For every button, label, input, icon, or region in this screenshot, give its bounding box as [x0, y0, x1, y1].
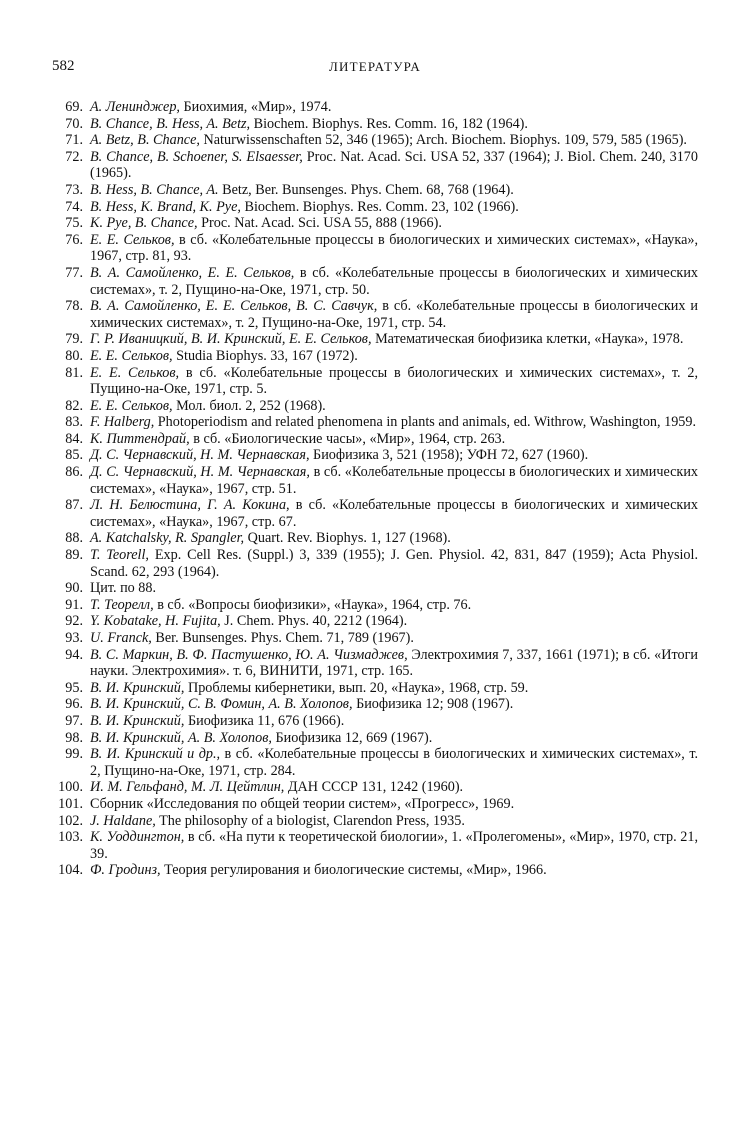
reference-item	[52, 365, 698, 398]
reference-citation: в сб. «Вопросы биофизики», «Наука», 1964, стр. 76.	[153, 596, 472, 613]
reference-citation: в сб. «Колебательные процессы в биологических и химических системах», «Наука», 1967, стр. 81, 93.	[90, 231, 699, 265]
reference-citation: в сб. «Колебательные процессы в биологических и химических системах», «Наука», 1967, стр. 51.	[90, 464, 699, 497]
reference-number: 96.	[65, 696, 83, 713]
reference-citation: Photoperiodism and related phenomena in plants and animals, ed. Withrow, Washington, 1959.	[154, 414, 697, 431]
reference-item	[52, 730, 698, 747]
reference-item	[52, 547, 698, 580]
reference-citation: в сб. «Колебательные процессы в биологических и химических системах», т. 2, Пущино-на-Оке, 1971, стр. 50.	[90, 264, 699, 298]
reference-citation: Studia Biophys. 33, 167 (1972).	[172, 347, 358, 364]
reference-number: 90.	[65, 580, 83, 597]
reference-number: 88.	[65, 530, 83, 547]
reference-authors: U. Franck,	[90, 630, 152, 646]
reference-authors: В. И. Кринский,	[90, 679, 185, 696]
reference-item	[52, 779, 698, 796]
reference-authors: Y. Kobatake, H. Fujita,	[90, 613, 221, 630]
reference-item	[52, 464, 698, 497]
reference-number: 103.	[58, 829, 83, 846]
reference-authors: К. Питтендрай,	[90, 430, 190, 447]
reference-item	[52, 862, 698, 879]
reference-authors: B. Chance, B. Schoener, S. Elsaesser,	[90, 148, 303, 165]
reference-number: 74.	[65, 198, 83, 215]
reference-item	[52, 132, 698, 149]
reference-item	[52, 497, 698, 530]
reference-item	[52, 182, 698, 199]
reference-authors: Г. Р. Иваницкий, В. И. Кринский, Е. Е. Сельков,	[90, 331, 372, 348]
reference-citation: ДАН СССР 131, 1242 (1960).	[284, 779, 464, 796]
reference-item	[52, 630, 698, 647]
reference-authors: F. Halberg,	[90, 414, 155, 431]
reference-authors: Е. Е. Сельков,	[90, 231, 175, 248]
reference-number: 87.	[65, 497, 83, 514]
reference-item	[52, 813, 698, 830]
reference-citation: в сб. «Колебательные процессы в биологических и химических системах», т. 2, Пущино-на-Оке, 1971, стр. 54.	[90, 298, 699, 331]
reference-citation: Exp. Cell Res. (Suppl.) 3, 339 (1955); J. Gen. Physiol. 42, 831, 847 (1959); Acta Physiol. Scand. 62, 293 (1964).	[90, 547, 698, 580]
reference-item	[52, 447, 698, 464]
reference-authors: В. А. Самойленко, Е. Е. Сельков, В. С. Савчук,	[90, 298, 378, 315]
reference-citation: Теория регулирования и биологические системы, «Мир», 1966.	[160, 862, 547, 879]
reference-item	[52, 580, 698, 597]
reference-list	[52, 99, 698, 879]
reference-citation: The philosophy of a biologist, Clarendon Press, 1935.	[155, 812, 465, 829]
reference-number: 79.	[65, 331, 83, 348]
reference-authors: J. Haldane,	[90, 812, 156, 829]
reference-number: 85.	[65, 447, 83, 464]
reference-authors: B. Chance, B. Hess, A. Betz,	[90, 115, 251, 132]
reference-item	[52, 348, 698, 365]
reference-number: 100.	[58, 779, 83, 796]
reference-citation: в сб. «Биологические часы», «Мир», 1964, стр. 263.	[189, 430, 506, 447]
reference-number: 92.	[65, 613, 83, 630]
reference-number: 82.	[65, 397, 83, 414]
reference-citation: Биофизика 12, 669 (1967).	[271, 729, 433, 746]
reference-item	[52, 713, 698, 730]
reference-item	[52, 597, 698, 614]
reference-citation: Цит. по 88.	[90, 580, 157, 597]
reference-citation: Biochem. Biophys. Res. Comm. 16, 182 (1964).	[250, 115, 528, 132]
reference-citation: Биофизика 12; 908 (1967).	[352, 696, 514, 713]
reference-authors: А. Ленинджер,	[90, 99, 180, 115]
reference-item	[52, 613, 698, 630]
page-header	[52, 58, 698, 78]
reference-authors: T. Teorell,	[90, 547, 149, 564]
reference-authors: Л. Н. Белюстина, Г. А. Кокина,	[90, 497, 290, 514]
reference-citation: Мол. биол. 2, 252 (1968).	[172, 397, 326, 414]
reference-authors: B. Hess, B. Chance, A.	[90, 181, 219, 198]
reference-authors: И. М. Гельфанд, М. Л. Цейтлин,	[90, 779, 285, 796]
reference-item	[52, 298, 698, 331]
reference-citation: Proc. Nat. Acad. Sci. USA 52, 337 (1964); J. Biol. Chem. 240, 3170 (1965).	[90, 148, 698, 182]
reference-item	[52, 265, 698, 298]
reference-authors: Д. С. Чернавский, Н. М. Чернавская,	[90, 464, 310, 481]
reference-citation: Biochem. Biophys. Res. Comm. 23, 102 (1966).	[240, 198, 519, 215]
reference-authors: В. С. Маркин, В. Ф. Пастушенко, Ю. А. Чизмаджев,	[90, 646, 408, 663]
reference-number: 72.	[65, 148, 83, 165]
reference-number: 95.	[65, 679, 83, 696]
reference-citation: Сборник «Исследования по общей теории систем», «Прогресс», 1969.	[90, 795, 515, 812]
reference-authors: В. И. Кринский и др.,	[90, 746, 221, 763]
reference-item	[52, 331, 698, 348]
reference-item	[52, 431, 698, 448]
reference-number: 97.	[65, 712, 83, 729]
reference-number: 93.	[65, 630, 83, 646]
reference-citation: Proc. Nat. Acad. Sci. USA 55, 888 (1966).	[197, 215, 442, 232]
reference-number: 89.	[65, 547, 83, 564]
reference-number: 76.	[65, 231, 83, 248]
reference-item	[52, 199, 698, 216]
reference-authors: Т. Теорелл,	[90, 596, 154, 613]
reference-number: 99.	[65, 746, 83, 763]
reference-item	[52, 647, 698, 680]
reference-authors: В. А. Самойленко, Е. Е. Сельков,	[90, 264, 295, 281]
reference-citation: Naturwissenschaften 52, 346 (1965); Arch. Biochem. Biophys. 109, 579, 585 (1965).	[199, 132, 687, 149]
reference-item	[52, 232, 698, 265]
reference-citation: Математическая биофизика клетки, «Наука», 1978.	[371, 331, 684, 348]
reference-number: 86.	[65, 464, 83, 481]
reference-citation: Проблемы кибернетики, вып. 20, «Наука», 1968, стр. 59.	[184, 679, 529, 696]
reference-number: 70.	[65, 115, 83, 132]
reference-authors: A. Betz, B. Chance,	[90, 132, 200, 149]
reference-number: 69.	[65, 99, 83, 115]
reference-number: 94.	[65, 646, 83, 663]
reference-citation: Ber. Bunsenges. Phys. Chem. 71, 789 (1967).	[151, 630, 414, 646]
reference-authors: Е. Е. Сельков,	[90, 347, 173, 364]
reference-number: 83.	[65, 414, 83, 431]
reference-citation: Биофизика 3, 521 (1958); УФН 72, 627 (1960).	[309, 447, 589, 464]
reference-item	[52, 680, 698, 697]
reference-number: 102.	[58, 812, 83, 829]
reference-authors: A. Katchalsky, R. Spangler,	[90, 530, 245, 547]
reference-item	[52, 116, 698, 133]
reference-authors: Е. Е. Сельков,	[90, 364, 180, 381]
reference-item	[52, 796, 698, 813]
reference-number: 91.	[65, 596, 83, 613]
reference-authors: Д. С. Чернавский, Н. М. Чернавская,	[90, 447, 310, 464]
reference-citation: в сб. «Колебательные процессы в биологических и химических системах», т. 2, Пущино-на-Оке, 1971, стр. 5.	[90, 364, 698, 398]
reference-authors: K. Pye, B. Chance,	[90, 215, 198, 232]
reference-citation: Betz, Ber. Bunsenges. Phys. Chem. 68, 768 (1964).	[218, 181, 514, 198]
reference-citation: в сб. «Колебательные процессы в биологических и химических системах», т. 2, Пущино-на-Оке, 1971, стр. 284.	[90, 746, 698, 779]
reference-item	[52, 829, 698, 862]
reference-number: 78.	[65, 298, 83, 315]
reference-item	[52, 530, 698, 547]
reference-number: 71.	[65, 132, 83, 149]
reference-authors: В. И. Кринский, А. В. Холопов,	[90, 729, 272, 746]
reference-citation: Биофизика 11, 676 (1966).	[184, 712, 345, 729]
reference-item	[52, 215, 698, 232]
reference-item	[52, 99, 698, 116]
reference-citation: в сб. «На пути к теоретической биологии», 1. «Пролегомены», «Мир», 1970, стр. 21, 39.	[90, 829, 699, 862]
reference-authors: Е. Е. Сельков,	[90, 397, 173, 414]
reference-item	[52, 149, 698, 182]
reference-item	[52, 398, 698, 415]
reference-number: 98.	[65, 729, 83, 746]
reference-citation: Биохимия, «Мир», 1974.	[179, 99, 332, 115]
reference-number: 77.	[65, 264, 83, 281]
reference-item	[52, 414, 698, 431]
reference-citation: Quart. Rev. Biophys. 1, 127 (1968).	[244, 530, 451, 547]
reference-number: 81.	[65, 364, 83, 381]
reference-number: 84.	[65, 430, 83, 447]
page-number: 582	[52, 58, 75, 74]
reference-number: 73.	[65, 181, 83, 198]
reference-number: 101.	[58, 795, 83, 812]
reference-item	[52, 696, 698, 713]
reference-number: 104.	[58, 862, 83, 879]
running-title: ЛИТЕРАТУРА	[329, 59, 421, 74]
reference-authors: В. И. Кринский,	[90, 712, 185, 729]
reference-citation: в сб. «Колебательные процессы в биологических и химических системах», «Наука», 1967, стр. 67.	[90, 497, 698, 530]
reference-authors: Ф. Гродинз,	[90, 862, 161, 879]
reference-item	[52, 746, 698, 779]
reference-authors: В. И. Кринский, С. В. Фомин, А. В. Холопов,	[90, 696, 353, 713]
reference-authors: К. Уоддингтон,	[90, 829, 185, 846]
reference-number: 75.	[65, 215, 83, 232]
reference-citation: J. Chem. Phys. 40, 2212 (1964).	[220, 613, 408, 630]
reference-number: 80.	[65, 347, 83, 364]
reference-citation: Электрохимия 7, 337, 1661 (1971); в сб. «Итоги науки. Электрохимия». т. 6, ВИНИТИ, 1971, стр. 165.	[90, 646, 698, 680]
reference-authors: B. Hess, K. Brand, K. Pye,	[90, 198, 241, 215]
